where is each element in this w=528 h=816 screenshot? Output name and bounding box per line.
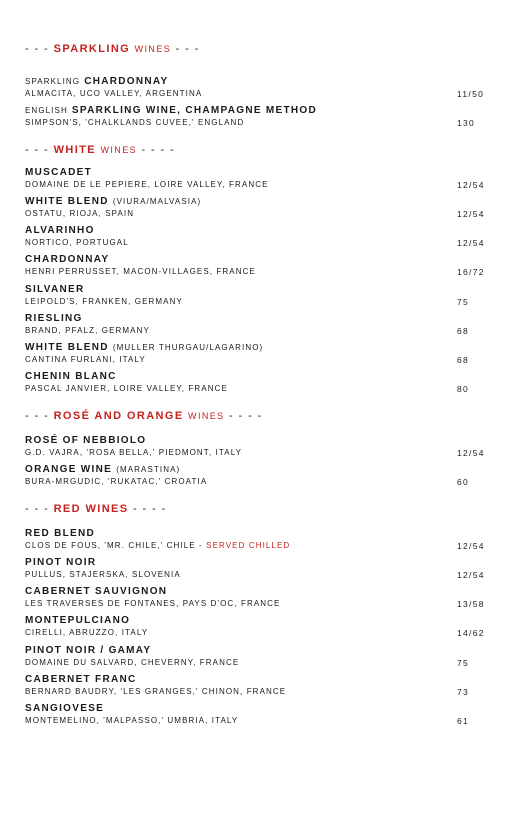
wine-name: ROSÉ OF NEBBIOLO bbox=[25, 435, 147, 446]
wine-producer: MONTEMELINO, 'MALPASSO,' UMBRIA, ITALY bbox=[25, 716, 239, 725]
wine-producer: BERNARD BAUDRY, 'LES GRANGES,' CHINON, FRANCE bbox=[25, 687, 287, 696]
wine-name bbox=[25, 342, 263, 353]
wine-producer: HENRI PERRUSSET, MACON-VILLAGES, FRANCE bbox=[25, 267, 256, 276]
section-header-sparkling bbox=[25, 43, 200, 55]
header-dashes: - - - bbox=[25, 503, 50, 515]
wine-price: 68 bbox=[457, 355, 470, 365]
wine-item bbox=[25, 371, 495, 399]
wine-item bbox=[25, 674, 495, 702]
wine-producer: NORTICO, PORTUGAL bbox=[25, 238, 129, 247]
wine-item bbox=[25, 464, 495, 492]
wine-name-main: WHITE BLEND bbox=[25, 196, 109, 207]
wine-producer bbox=[25, 541, 290, 550]
wine-producer: PASCAL JANVIER, LOIRE VALLEY, FRANCE bbox=[25, 384, 228, 393]
header-dashes: - - - bbox=[175, 43, 200, 55]
wine-name: RED BLEND bbox=[25, 528, 96, 539]
wine-price: 73 bbox=[457, 687, 470, 697]
header-dashes: - - - - bbox=[132, 503, 167, 515]
wine-producer: SIMPSON'S, 'CHALKLANDS CUVEE,' ENGLAND bbox=[25, 118, 245, 127]
wine-name: SANGIOVESE bbox=[25, 703, 105, 714]
wine-grape-note: (MULLER THURGAU/LAGARINO) bbox=[112, 343, 264, 352]
wine-item bbox=[25, 586, 495, 614]
wine-item bbox=[25, 313, 495, 341]
header-dashes: - - - - bbox=[229, 410, 263, 422]
wine-producer: DOMAINE DE LE PEPIERE, LOIRE VALLEY, FRANCE bbox=[25, 180, 269, 189]
wine-price: 13/58 bbox=[457, 599, 485, 609]
wine-price: 61 bbox=[457, 716, 470, 726]
wine-price: 14/62 bbox=[457, 628, 485, 638]
wine-price: 12/54 bbox=[457, 570, 485, 580]
wine-producer: LES TRAVERSES DE FONTANES, PAYS D'OC, FRANCE bbox=[25, 599, 281, 608]
wine-producer: PULLUS, STAJERSKA, SLOVENIA bbox=[25, 570, 181, 579]
section-title: SPARKLING bbox=[53, 43, 131, 55]
section-title-small: WINES bbox=[188, 411, 225, 421]
wine-producer: OSTATU, RIOJA, SPAIN bbox=[25, 209, 135, 218]
wine-price: 80 bbox=[457, 384, 470, 394]
wine-name: SILVANER bbox=[25, 284, 85, 295]
wine-price: 12/54 bbox=[457, 541, 485, 551]
wine-item bbox=[25, 528, 495, 556]
wine-price: 12/54 bbox=[457, 448, 485, 458]
wine-item bbox=[25, 225, 495, 253]
wine-name: PINOT NOIR bbox=[25, 557, 97, 568]
header-dashes: - - - bbox=[25, 43, 50, 55]
wine-item bbox=[25, 557, 495, 585]
section-header-red bbox=[25, 503, 167, 515]
wine-price: 16/72 bbox=[457, 267, 485, 277]
wine-item bbox=[25, 105, 495, 133]
wine-name bbox=[25, 464, 180, 475]
section-title: ROSÉ AND ORANGE bbox=[53, 410, 184, 422]
wine-item bbox=[25, 284, 495, 312]
wine-price: 12/54 bbox=[457, 209, 485, 219]
wine-producer: DOMAINE DU SALVARD, CHEVERNY, FRANCE bbox=[25, 658, 240, 667]
section-title: WHITE bbox=[53, 144, 97, 156]
wine-producer: BURA-MRGUDIC, 'RUKATAC,' CROATIA bbox=[25, 477, 208, 486]
wine-name-main: CHARDONNAY bbox=[84, 76, 169, 87]
wine-item bbox=[25, 196, 495, 224]
wine-name: MUSCADET bbox=[25, 167, 93, 178]
wine-name-main: SPARKLING WINE, CHAMPAGNE METHOD bbox=[71, 105, 318, 116]
section-header-rose-orange bbox=[25, 410, 263, 422]
served-chilled-note: SERVED CHILLED bbox=[206, 541, 291, 550]
header-dashes: - - - - bbox=[141, 144, 176, 156]
wine-producer: LEIPOLD'S, FRANKEN, GERMANY bbox=[25, 297, 183, 306]
wine-item bbox=[25, 615, 495, 643]
section-title: RED WINES bbox=[53, 503, 129, 515]
wine-name-prefix: SPARKLING bbox=[25, 77, 81, 86]
wine-price: 68 bbox=[457, 326, 470, 336]
wine-price: 60 bbox=[457, 477, 470, 487]
wine-name bbox=[25, 76, 169, 87]
wine-name: MONTEPULCIANO bbox=[25, 615, 131, 626]
wine-name: CABERNET SAUVIGNON bbox=[25, 586, 168, 597]
wine-name-prefix: ENGLISH bbox=[25, 106, 68, 115]
wine-price: 130 bbox=[457, 118, 476, 128]
wine-producer-text: CLOS DE FOUS, 'MR. CHILE,' CHILE - bbox=[25, 541, 203, 550]
wine-grape-note: (VIURA/MALVASIA) bbox=[112, 197, 202, 206]
wine-price: 12/54 bbox=[457, 180, 485, 190]
wine-item bbox=[25, 435, 495, 463]
wine-producer: ALMACITA, UCO VALLEY, ARGENTINA bbox=[25, 89, 203, 98]
wine-name: CHENIN BLANC bbox=[25, 371, 117, 382]
wine-producer: BRAND, PFALZ, GERMANY bbox=[25, 326, 150, 335]
wine-price: 11/50 bbox=[457, 89, 485, 99]
header-dashes: - - - bbox=[25, 410, 50, 422]
wine-name bbox=[25, 105, 317, 116]
section-title-small: WINES bbox=[100, 145, 138, 155]
wine-producer: CANTINA FURLANI, ITALY bbox=[25, 355, 146, 364]
wine-name: ALVARINHO bbox=[25, 225, 95, 236]
wine-name: CABERNET FRANC bbox=[25, 674, 137, 685]
section-header-white bbox=[25, 144, 175, 156]
wine-item bbox=[25, 645, 495, 673]
wine-grape-note: (MARASTINA) bbox=[116, 465, 181, 474]
wine-item bbox=[25, 342, 495, 370]
wine-item bbox=[25, 254, 495, 282]
wine-price: 12/54 bbox=[457, 238, 485, 248]
wine-producer: CIRELLI, ABRUZZO, ITALY bbox=[25, 628, 149, 637]
wine-name: CHARDONNAY bbox=[25, 254, 110, 265]
header-dashes: - - - bbox=[25, 144, 50, 156]
wine-item bbox=[25, 76, 495, 104]
wine-name: PINOT NOIR / GAMAY bbox=[25, 645, 152, 656]
wine-name: RIESLING bbox=[25, 313, 83, 324]
wine-name-main: WHITE BLEND bbox=[25, 342, 109, 353]
section-title-small: WINES bbox=[134, 44, 172, 54]
wine-name-main: ORANGE WINE bbox=[25, 464, 113, 475]
wine-name bbox=[25, 196, 201, 207]
wine-item bbox=[25, 167, 495, 195]
wine-price: 75 bbox=[457, 297, 470, 307]
wine-producer: G.D. VAJRA, 'ROSA BELLA,' PIEDMONT, ITALY bbox=[25, 448, 243, 457]
wine-price: 75 bbox=[457, 658, 470, 668]
wine-item bbox=[25, 703, 495, 731]
